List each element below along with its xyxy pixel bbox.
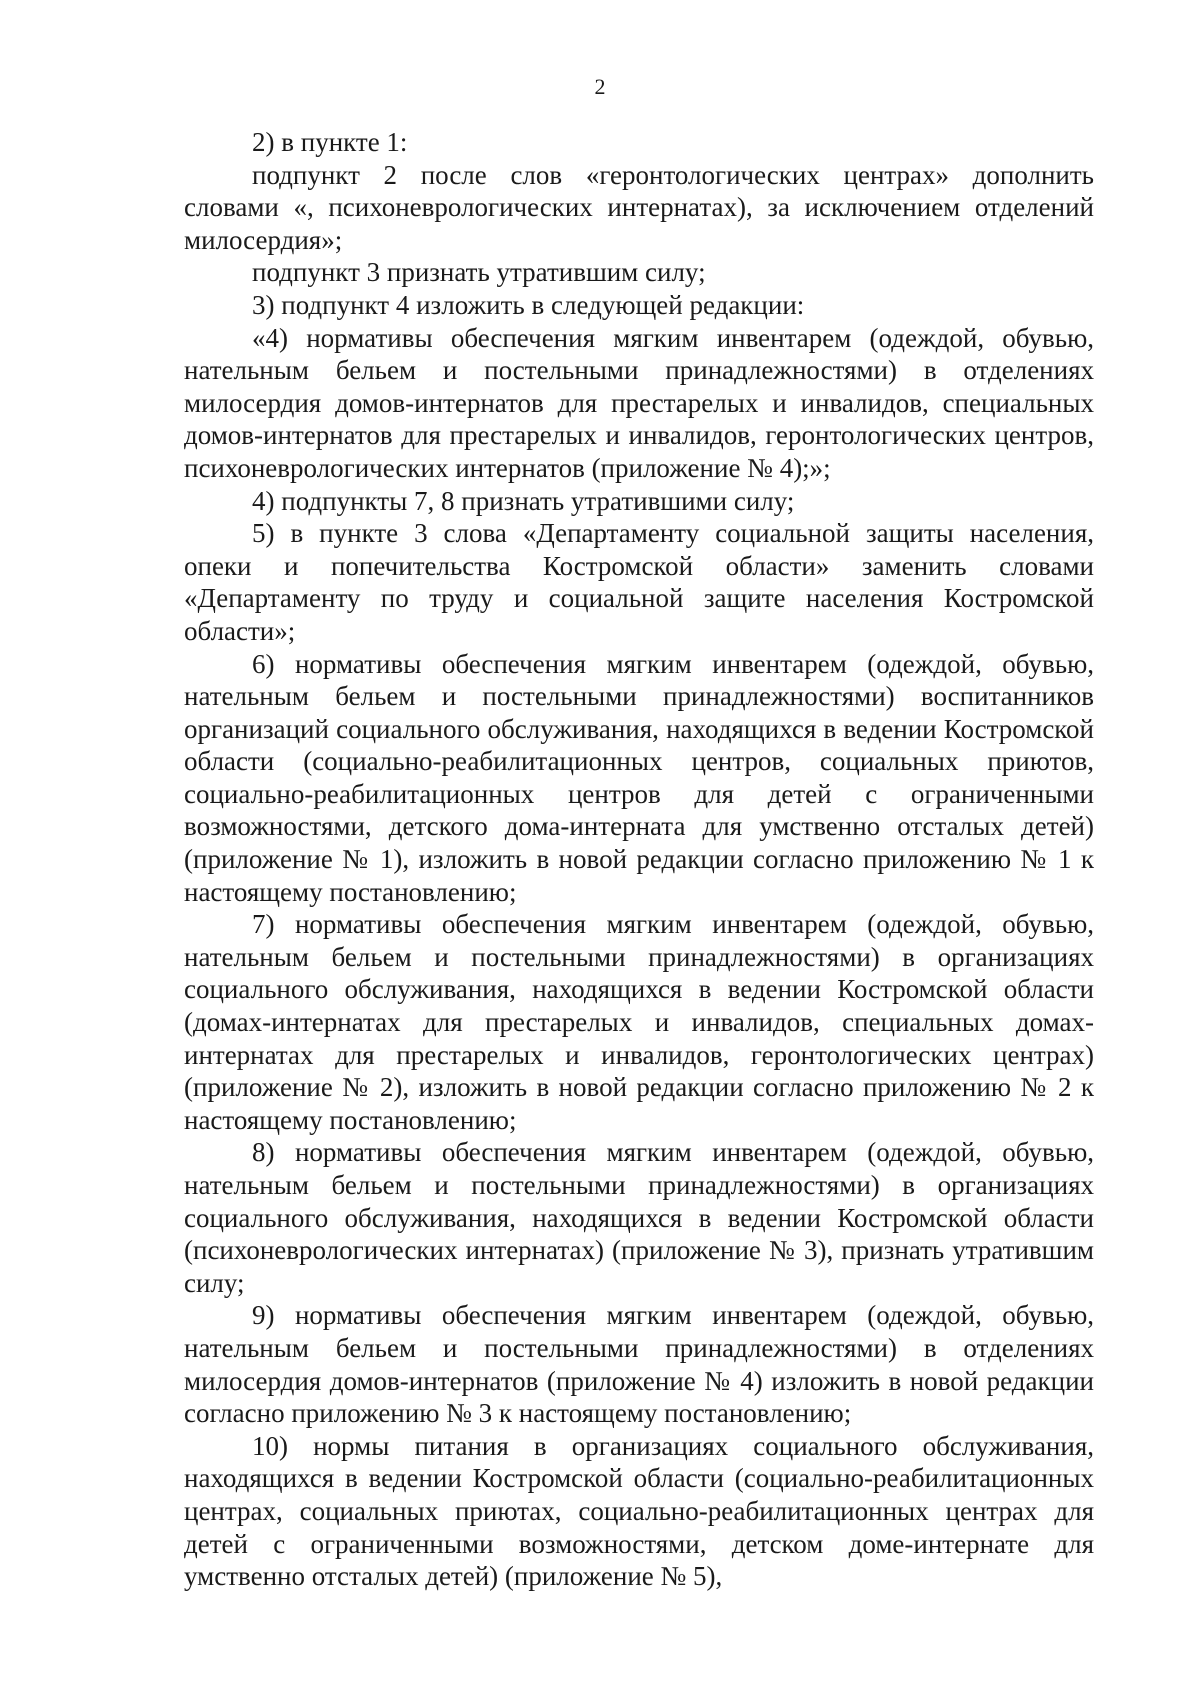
page-number: 2 xyxy=(594,74,606,99)
paragraph-item-3: 3) подпункт 4 изложить в следующей редакции: xyxy=(252,289,805,320)
paragraph-item-10: 10) нормы питания в организациях социального обслуживания, находящихся в ведении Костромской области (социально-реабилитационных центрах, социальных приютах, социально-реабилитационных центрах для детей с ограниченными возможностями, детском доме-интернате для умственно отсталых детей) (приложение № 5), xyxy=(184,1430,1094,1592)
paragraph-item-7: 7) нормативы обеспечения мягким инвентарем (одеждой, обувью, нательным бельем и постельными принадлежностями) в организациях социального обслуживания, находящихся в ведении Костромской области (домах-интернатах для престарелых и инвалидов, специальных домах-интернатах для престарелых и инвалидов, геронтологических центрах) (приложение № 2), изложить в новой редакции согласно приложению № 2 к настоящему постановлению; xyxy=(184,909,1094,1135)
paragraph-item-8: 8) нормативы обеспечения мягким инвентарем (одеждой, обувью, нательным бельем и постельными принадлежностями) в организациях социального обслуживания, находящихся в ведении Костромской области (психоневрологических интернатах) (приложение № 3), признать утратившим силу; xyxy=(184,1137,1094,1298)
document-body xyxy=(184,126,1094,1593)
paragraph-item-4: 4) подпункты 7, 8 признать утратившими силу; xyxy=(252,485,795,516)
paragraph-quoted-subpoint-4: «4) нормативы обеспечения мягким инвентарем (одеждой, обувью, нательным бельем и постельными принадлежностями) в отделениях милосердия домов-интернатов для престарелых и инвалидов, специальных домов-интернатов для престарелых и инвалидов, геронтологических центров, психоневрологических интернатов (приложение № 4);»; xyxy=(184,322,1094,483)
paragraph-subpoint-3: подпункт 3 признать утратившим силу; xyxy=(252,257,706,288)
paragraph-item-5: 5) в пункте 3 слова «Департаменту социальной защиты населения, опеки и попечительства Костромской области» заменить словами «Департаменту по труду и социальной защите населения Костромской области»; xyxy=(184,518,1094,646)
paragraph-item-9: 9) нормативы обеспечения мягким инвентарем (одеждой, обувью, нательным бельем и постельными принадлежностями) в отделениях милосердия домов-интернатов (приложение № 4) изложить в новой редакции согласно приложению № 3 к настоящему постановлению; xyxy=(184,1300,1094,1429)
paragraph-subpoint-2: подпункт 2 после слов «геронтологических центрах» дополнить словами «, психоневрологических интернатах), за исключением отделений милосердия»; xyxy=(184,159,1094,255)
paragraph-item-2-point-1: 2) в пункте 1: xyxy=(252,127,408,157)
paragraph-item-6: 6) нормативы обеспечения мягким инвентарем (одеждой, обувью, нательным бельем и постельными принадлежностями) воспитанников организаций социального обслуживания, находящихся в ведении Костромской области (социально-реабилитационных центров, социальных приютов, социально-реабилитационных центров для детей с ограниченными возможностями, детского дома-интерната для умственно отсталых детей) (приложение № 1), изложить в новой редакции согласно приложению № 1 к настоящему постановлению; xyxy=(184,648,1094,907)
